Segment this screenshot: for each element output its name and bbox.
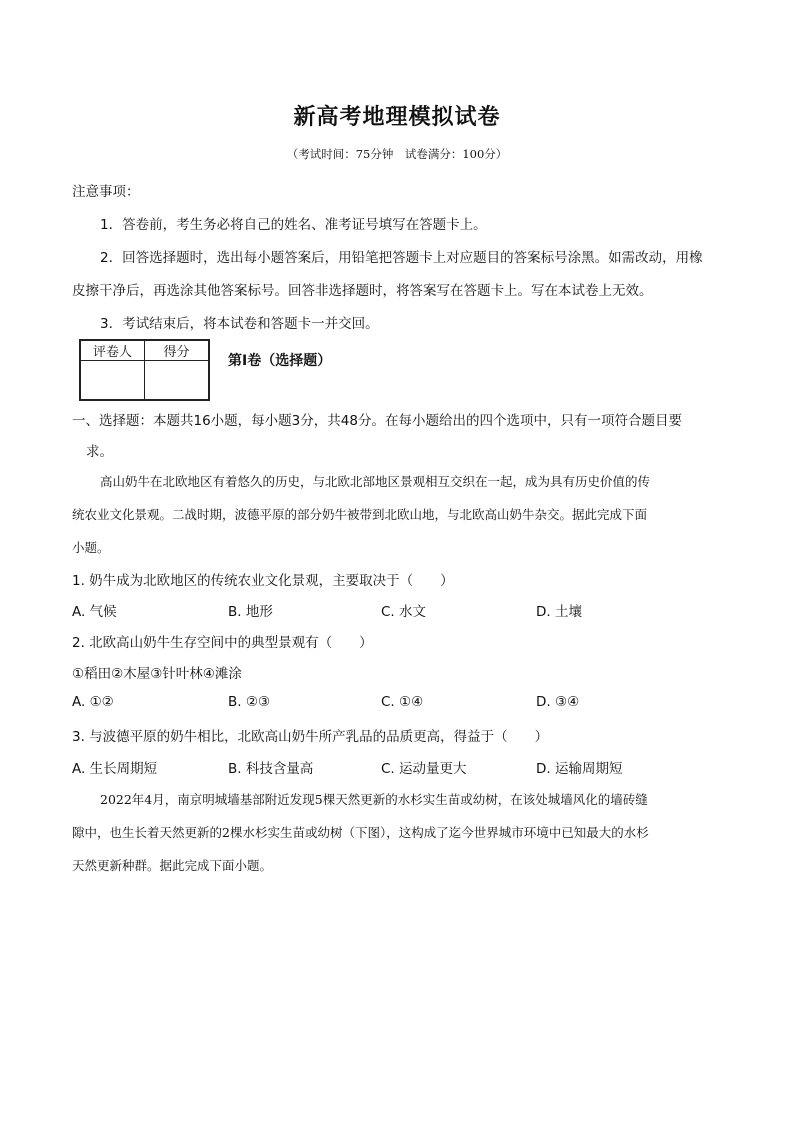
passage-2-line-3: 天然更新种群。据此完成下面小题。 xyxy=(72,858,273,873)
score-cell xyxy=(145,361,210,401)
grader-cell xyxy=(80,361,145,401)
question-3-option-b: B. 科技含量高 xyxy=(228,761,314,777)
grader-table xyxy=(79,339,210,401)
question-2-option-d: D. ③④ xyxy=(536,694,580,710)
section-heading-line-2: 求。 xyxy=(86,444,113,460)
part-title: 第Ⅰ卷（选择题） xyxy=(228,353,332,369)
section-heading-line-1: 一、选择题：本题共16小题，每小题3分，共48分。在每小题给出的四个选项中，只有一项符合题目要 xyxy=(72,413,682,429)
question-2-option-a: A. ①② xyxy=(72,694,114,710)
note-item-3: 3．考试结束后，将本试卷和答题卡一并交回。 xyxy=(100,316,379,332)
question-2-items: ①稻田②木屋③针叶林④滩涂 xyxy=(72,666,242,682)
question-1-option-a: A. 气候 xyxy=(72,604,117,620)
question-1-stem: 1. 奶牛成为北欧地区的传统农业文化景观，主要取决于（ ） xyxy=(72,573,454,589)
note-item-2-line-2: 皮擦干净后，再选涂其他答案标号。回答非选择题时，将答案写在答题卡上。写在本试卷上无效。 xyxy=(72,283,653,299)
question-3-option-d: D. 运输周期短 xyxy=(536,761,623,777)
notes-heading: 注意事项： xyxy=(72,184,140,200)
passage-1-line-1: 高山奶牛在北欧地区有着悠久的历史，与北欧北部地区景观相互交织在一起，成为具有历史价值的传 xyxy=(100,474,651,489)
passage-2-line-1: 2022年4月，南京明城墙基部附近发现5棵天然更新的水杉实生苗或幼树，在该处城墙风化的墙砖缝 xyxy=(100,792,648,807)
score-header: 得分 xyxy=(145,340,210,361)
question-2-option-c: C. ①④ xyxy=(381,694,424,710)
note-item-2-line-1: 2．回答选择题时，选出每小题答案后，用铅笔把答题卡上对应题目的答案标号涂黑。如需改动，用橡 xyxy=(100,250,703,266)
passage-2-line-2: 隙中，也生长着天然更新的2棵水杉实生苗或幼树（下图），这构成了迄今世界城市环境中已知最大的水杉 xyxy=(72,825,649,840)
passage-1-line-2: 统农业文化景观。二战时期，波德平原的部分奶牛被带到北欧山地，与北欧高山奶牛杂交。据此完成下面 xyxy=(72,507,648,522)
grader-header: 评卷人 xyxy=(80,340,145,361)
question-2-stem: 2. 北欧高山奶牛生存空间中的典型景观有（ ） xyxy=(72,635,373,651)
question-3-option-a: A. 生长周期短 xyxy=(72,761,158,777)
passage-1-line-3: 小题。 xyxy=(72,540,110,555)
note-item-1: 1．答卷前，考生务必将自己的姓名、准考证号填写在答题卡上。 xyxy=(100,217,487,233)
question-1-option-c: C. 水文 xyxy=(381,604,427,620)
question-1-option-d: D. 土壤 xyxy=(536,604,582,620)
question-2-option-b: B. ②③ xyxy=(228,694,271,710)
exam-info: （考试时间：75分钟 试卷满分：100分） xyxy=(286,147,508,161)
question-3-option-c: C. 运动量更大 xyxy=(381,761,467,777)
question-3-stem: 3. 与波德平原的奶牛相比，北欧高山奶牛所产乳品的品质更高，得益于（ ） xyxy=(72,729,549,745)
page-title: 新高考地理模拟试卷 xyxy=(293,105,501,130)
question-1-option-b: B. 地形 xyxy=(228,604,273,620)
